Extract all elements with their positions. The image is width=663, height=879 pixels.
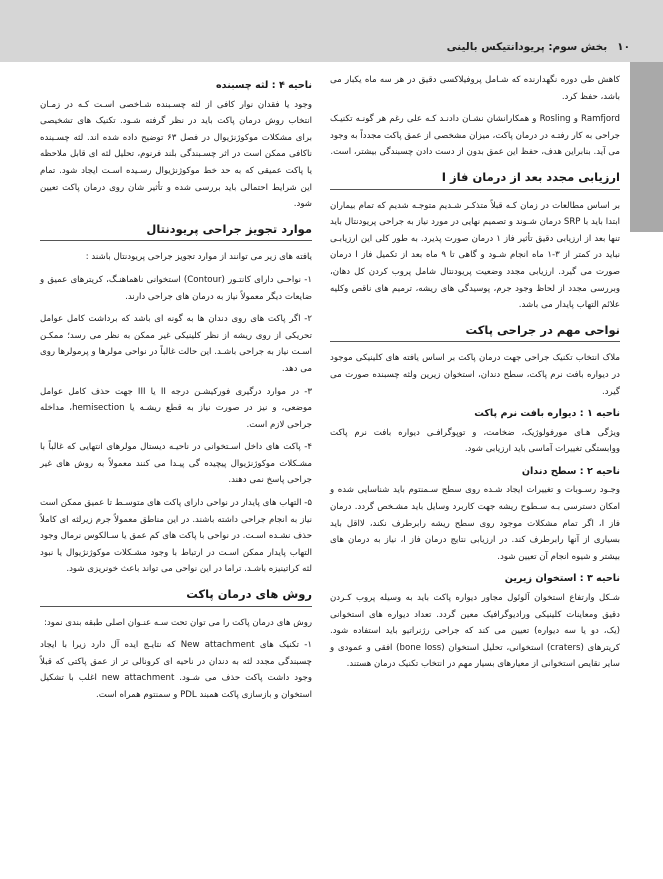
right-column <box>330 72 620 679</box>
zone-1-paragraph: ویژگی هـای مورفولوژیک، ضخامت، و توپوگرافـی دیواره بافت نرم پاکت ووابستگی تغییرات آماسی باید ارزیابی شود. <box>330 427 620 455</box>
zone-4-paragraph: وجود یا فقدان نوار کافی از لثه چسـبنده شـاخصی اسـت کـه در زمـان انتخاب روش درمان پاکت باید در نظر گرفته شـود. تکنیک های تشخیصی برای مشکلات موکوژنژیوال در فصل ۶۳ توضیح داده شده اند. لثه چسـبنده ناکافی ممکن است در اثر چسـبندگی بلند فرنوم، تحلیل لثه ای قابل ملاحظه یا پاکت عمیقی که به حد خط موکوژنژیوال رسـیده اسـت ایجاد شود. تمام این شرایط احتمالی باید بررسی شده و تأثیر شان روی درمان پاکت تعیین شود. <box>40 99 312 210</box>
zone-1-title: ناحیه ۱ : دیواره بافت نرم پاکت <box>474 408 620 420</box>
reevaluation-paragraph: بر اساس مطالعات در زمان کـه قبلاً متذکـر شـدیم متوجـه شدیم که تمام بیماران ابتدا باید با SRP درمان شـوند و تصمیم نهایی در مورد نیاز به جراحی پریودنتال باید تنها بعد از ارزیابی دقیق تأثیر فاز ۱ درمان صورت پذیرد. به طور کلی این ارزیابـی نباید در کمتر از ۳-۱ ماه انجام شـود و گاهی تا ۹ ماه بعد از تکمیل فاز I درمان صورت می گیرد. ارزیابی مجدد وضعیت پریودنتال شامل پروب کردن کل دهان، وبررسی مجدد از لحاظ وجود جرم، پوسیدگی های ریشه، ترمیم های ناقص وکلیه علائم التهاب پایدار می باشد. <box>330 200 620 311</box>
intro-paragraph-1: کاهش طی دوره نگهدارنده که شـامل پروفیلاکسی دقیق در هر سه ماه یکبار می باشد، حفظ کرد. <box>330 75 620 102</box>
zone-3-title: ناحیه ۳ : استخوان زیرین <box>504 573 620 585</box>
surgery-zones-paragraph: ملاک انتخاب تکنیک جراحی جهت درمان پاکت بر اساس یافته های کلینیکی موجود در دیواره بافت نرم پاکت، سطح دندان، استخوان زیرین ولثه چسبنده صورت می گیرد. <box>330 353 620 397</box>
heading-surgery-zones: نواحی مهم در جراحی پاکت <box>330 322 620 343</box>
zone-3-paragraph: شـکل وارتفاع استخوان آلوئول مجاور دیواره پاکت باید به وسیله پروب کـردن دقیق ومعاینات کلینیکی ورادیوگرافیک معین گردد. تعداد دیواره های استخوانی (یک، دو یا سه دیواره) تعیین می کند که جراحی رژنراتیو باید استفاده شود. کریترهای (craters) استخوانی، تحلیل استخوان (bone loss) افقی و عمودی و سایر نقایص استخوانی از معیارهای بسیار مهم در انتخاب تکنیک درمان هستند. <box>330 593 620 670</box>
header-bar <box>50 38 630 56</box>
chapter-side-tab <box>630 62 663 232</box>
heading-indications: موارد تجویز جراحی پریودنتال <box>40 221 312 242</box>
indication-item-5: ۵- التهاب های پایدار در نواحی دارای پاکت های متوسـط تا عمیق ممکن است نیاز به انجام جراحی داشته باشند. در این مناطق معمولاً جرم زیرلثه ای کاملاً حذف نشـده اسـت. در نواحی با پاکت های کم عمق یا سـالکوس نرمال وجود التهاب پایدار ممکن اسـت در ارتباط با وجود مشـکلات موکوژنژیوال یا نبود لثه کراتینیزه باشـد. تراما در این نواحی می تواند باعث خونریزی شود. <box>40 498 312 575</box>
page-number: ۱۰ <box>617 41 630 53</box>
indication-item-1: ۱- نواحـی دارای کانتـور (Contour) استخوانی ناهماهنـگ، کریترهای عمیق و ضایعات دیگر معمولاً نیاز به درمان های جراحی دارند. <box>40 274 312 302</box>
indication-item-2: ۲- اگر پاکت های روی دندان ها به گونه ای باشد که برداشت کامل عوامل تحریکی از روی ریشه از نظر کلینیکی غیر ممکن به نظر می رسد؛ ممکـن اسـت نیاز به جراحی باشـد. این حالت غالباً در نواحی مولرها و پرمولرها روی می دهد. <box>40 314 312 374</box>
methods-item-1: ۱- تکنیک های New attachment که نتایـج ایده آل دارد زیرا با ایجاد چسبندگی مجدد لثه به دندان در ناحیه ای کرونالی تر از عمق پاکتی که قبلاً وجود داشت پاکت حذف می شـود. new attachment اغلب با تشکیل استخوان و بازسازی پاکت همبند PDL و سمنتوم همراه است. <box>40 640 312 700</box>
indications-intro: یافته های زیر می توانند از موارد تجویز جراحی پریودنتال باشند : <box>85 252 312 263</box>
intro-paragraph-2: Ramfjord و Rosling و همکارانشان نشـان دادنـد کـه علی رغم هر گونـه تکنیـک جراحی به کار رفتـه در درمان پاکت، میزان مشخصی از عمق پاکت مجدداً به وجود می آید. بنابراین هدف، حفظ این عمق بدون از دست دادن چسبندگی بیشتر، است. <box>330 114 620 158</box>
heading-reevaluation: ارزیابی مجدد بعد از درمان فاز I <box>330 169 620 190</box>
heading-treatment-methods: روش های درمان پاکت <box>40 586 312 607</box>
left-column <box>40 72 312 710</box>
zone-4-title: ناحیه ۴ : لثه چسبنده <box>216 80 312 91</box>
running-title: بخش سوم: پریودانتیکس بالینی <box>446 41 608 53</box>
methods-intro: روش های درمان پاکت را می توان تحت سـه عنـوان اصلی طبقه بندی نمود: <box>44 617 312 628</box>
zone-2-paragraph: وجـود رسـوبات و تغییرات ایجاد شـده روی سطح سـمنتوم باید شناسایی شده و امکان دسترسی بـه سـطوح ریشه جهت کاربرد وسایل باید مشـخص گردد. درمان فاز I، اگر تمام مشکلات موجود روی سطح ریشه رابرطرف نکند، لااقل باید بسیاری از آنها رابرطرف کند. در ارزیابی نتایج درمان فاز I، نیاز به درمان های بیشتر و شیوه انجام آن تعیین شود. <box>330 485 621 562</box>
zone-2-title: ناحیه ۲ : سطح دندان <box>521 465 620 477</box>
page-header <box>0 0 663 62</box>
indication-item-3: ۳- در موارد درگیری فورکیشـن درجه II یا III جهت حذف کامل عوامل موضعی، و نیز در صورت نیاز به قطع ریشـه یا hemisection، مداخله جراحی لازم است. <box>40 386 312 430</box>
indication-item-4: ۴- پاکت های داخل اسـتخوانی در ناحیـه دیستال مولرهای انتهایی که غالباً با مشـکلات موکوژنژیوال پیچیده گی پیـدا می کنند معمولاً به روش های غیر جراحی پاسخ نمی دهند. <box>40 442 312 486</box>
